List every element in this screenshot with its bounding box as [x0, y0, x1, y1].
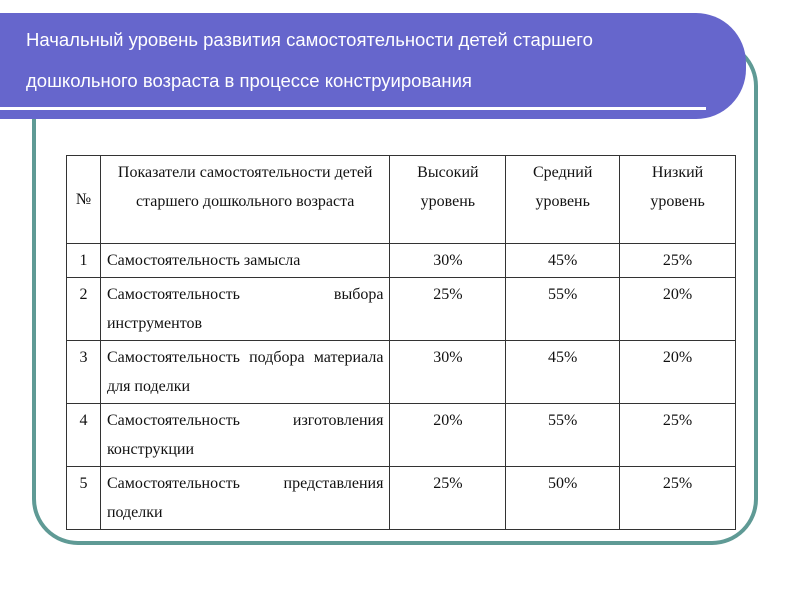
table-row: [67, 278, 736, 341]
table-row: [67, 244, 736, 278]
indicator-cell: Самостоятельность замысла: [100, 244, 390, 278]
table-row: [67, 404, 736, 467]
low-level-cell: 25%: [620, 244, 736, 278]
title-line-2: дошкольного возраста в процессе конструирования: [26, 70, 472, 91]
indicator-cell: Самостоятельность изготовления конструкции: [100, 404, 390, 467]
table-header-row: [67, 156, 736, 244]
mid-level-cell: 55%: [506, 278, 620, 341]
indicator-cell: Самостоятельность выбора инструментов: [100, 278, 390, 341]
mid-level-cell: 45%: [506, 341, 620, 404]
indicator-cell: Самостоятельность подбора материала для поделки: [100, 341, 390, 404]
header-mid: Средний уровень: [506, 156, 620, 244]
header-low: Низкий уровень: [620, 156, 736, 244]
high-level-cell: 25%: [390, 278, 506, 341]
high-level-cell: 25%: [390, 467, 506, 530]
mid-level-cell: 45%: [506, 244, 620, 278]
row-number: 2: [67, 278, 101, 341]
indicator-cell: Самостоятельность представления поделки: [100, 467, 390, 530]
slide-title: [26, 19, 593, 101]
low-level-cell: 25%: [620, 404, 736, 467]
header-high: Высокий уровень: [390, 156, 506, 244]
results-table: [66, 155, 736, 530]
row-number: 4: [67, 404, 101, 467]
mid-level-cell: 55%: [506, 404, 620, 467]
table-row: [67, 467, 736, 530]
header-number: №: [67, 156, 101, 244]
table-row: [67, 341, 736, 404]
low-level-cell: 20%: [620, 341, 736, 404]
row-number: 3: [67, 341, 101, 404]
mid-level-cell: 50%: [506, 467, 620, 530]
high-level-cell: 30%: [390, 244, 506, 278]
title-underline: [0, 107, 706, 110]
high-level-cell: 30%: [390, 341, 506, 404]
high-level-cell: 20%: [390, 404, 506, 467]
header-indicator: Показатели самостоятельности детей старшего дошкольного возраста: [100, 156, 390, 244]
row-number: 5: [67, 467, 101, 530]
low-level-cell: 25%: [620, 467, 736, 530]
low-level-cell: 20%: [620, 278, 736, 341]
row-number: 1: [67, 244, 101, 278]
title-line-1: Начальный уровень развития самостоятельности детей старшего: [26, 29, 593, 50]
